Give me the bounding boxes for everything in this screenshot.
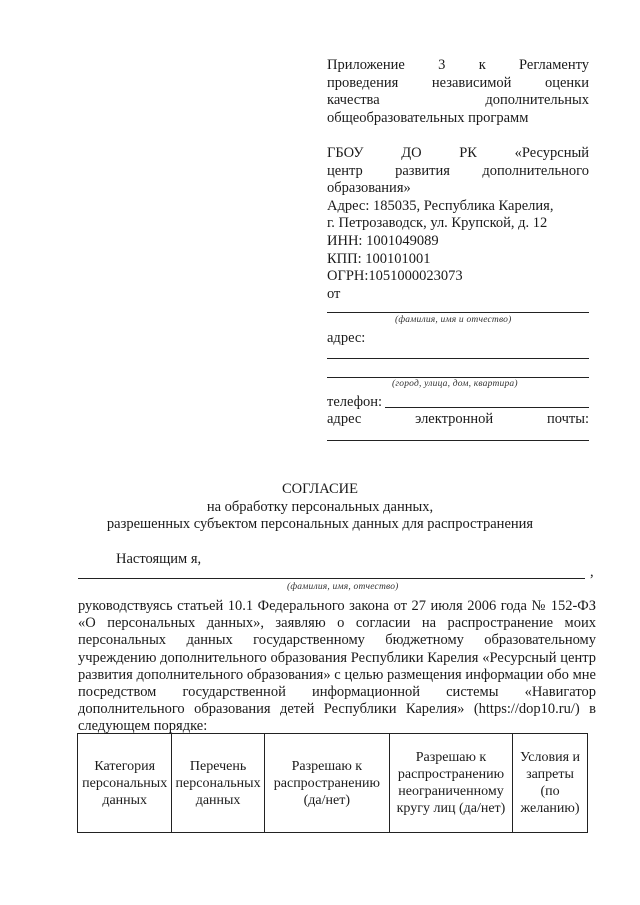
consent-body-text: руководствуясь статьей 10.1 Федерального закона от 27 июля 2006 года № 152-ФЗ «О персональных данных», заявляю о согласии на распространение моих персональных данных государственному бюджетному образовательному учреждению дополнительного образования Республики Карелия «Ресурсный центр развития дополнительного образования» с целью размещения информации обо мне посредством государственной информационной системы «Навигатор дополнительного образования детей Республики Карелия» (https://dop10.ru/) в следующем порядке: (78, 598, 596, 735)
table-header-cell: Разрешаю к распространению (да/нет) (264, 734, 389, 833)
consent-subtitle: разрешенных субъектом персональных данных для распространения (106, 516, 534, 532)
recipient-address: г. Петрозаводск, ул. Крупской, д. 12 (327, 215, 548, 232)
address-field-line-2[interactable] (327, 377, 589, 378)
recipient-ogrn: ОГРН:1051000023073 (327, 268, 463, 285)
applicant-fio-line[interactable] (78, 578, 585, 579)
appendix-line: Приложение 3 к Регламенту (327, 57, 589, 73)
recipient-line: центр развития дополнительного (327, 162, 589, 179)
phone-field-line[interactable] (385, 407, 589, 408)
table-header-cell: Категория персональных данных (78, 734, 172, 833)
table-header-cell: Условия и запреты (по желанию) (513, 734, 588, 833)
recipient-line: ГБОУ ДО РК «Ресурсный (327, 145, 589, 161)
consent-title: СОГЛАСИЕ (281, 481, 359, 497)
fio-caption: (фамилия, имя и отчество) (395, 315, 512, 325)
fio-field-line[interactable] (327, 312, 589, 313)
consent-table (77, 733, 588, 833)
address-field-line[interactable] (327, 358, 589, 359)
email-label: адрес электронной почты: (327, 411, 589, 427)
intro-text: Настоящим я, (116, 551, 202, 567)
recipient-inn: ИНН: 1001049089 (327, 232, 439, 249)
table-header-cell: Перечень персональных данных (172, 734, 264, 833)
table-header-row (78, 734, 588, 833)
address-caption: (город, улица, дом, квартира) (392, 379, 518, 389)
recipient-address: Адрес: 185035, Республика Карелия, (327, 197, 554, 214)
email-field-line[interactable] (327, 440, 589, 441)
appendix-line: качества дополнительных (327, 92, 589, 109)
applicant-fio-caption: (фамилия, имя, отчество) (287, 582, 399, 592)
recipient-kpp: КПП: 100101001 (327, 250, 431, 267)
address-label: адрес: (327, 330, 366, 346)
consent-subtitle: на обработку персональных данных, (206, 499, 434, 515)
from-label: от (327, 285, 341, 302)
recipient-block (327, 145, 589, 303)
email-label-wrap (327, 411, 589, 429)
appendix-line: проведения независимой оценки (327, 74, 589, 91)
table-header-cell: Разрешаю к распространению неограниченному кругу лиц (да/нет) (389, 734, 512, 833)
fio-comma: , (590, 564, 594, 580)
recipient-line: образования» (327, 180, 411, 197)
phone-label: телефон: (327, 394, 383, 410)
appendix-line: общеобразовательных программ (327, 109, 529, 126)
appendix-note (327, 57, 589, 127)
